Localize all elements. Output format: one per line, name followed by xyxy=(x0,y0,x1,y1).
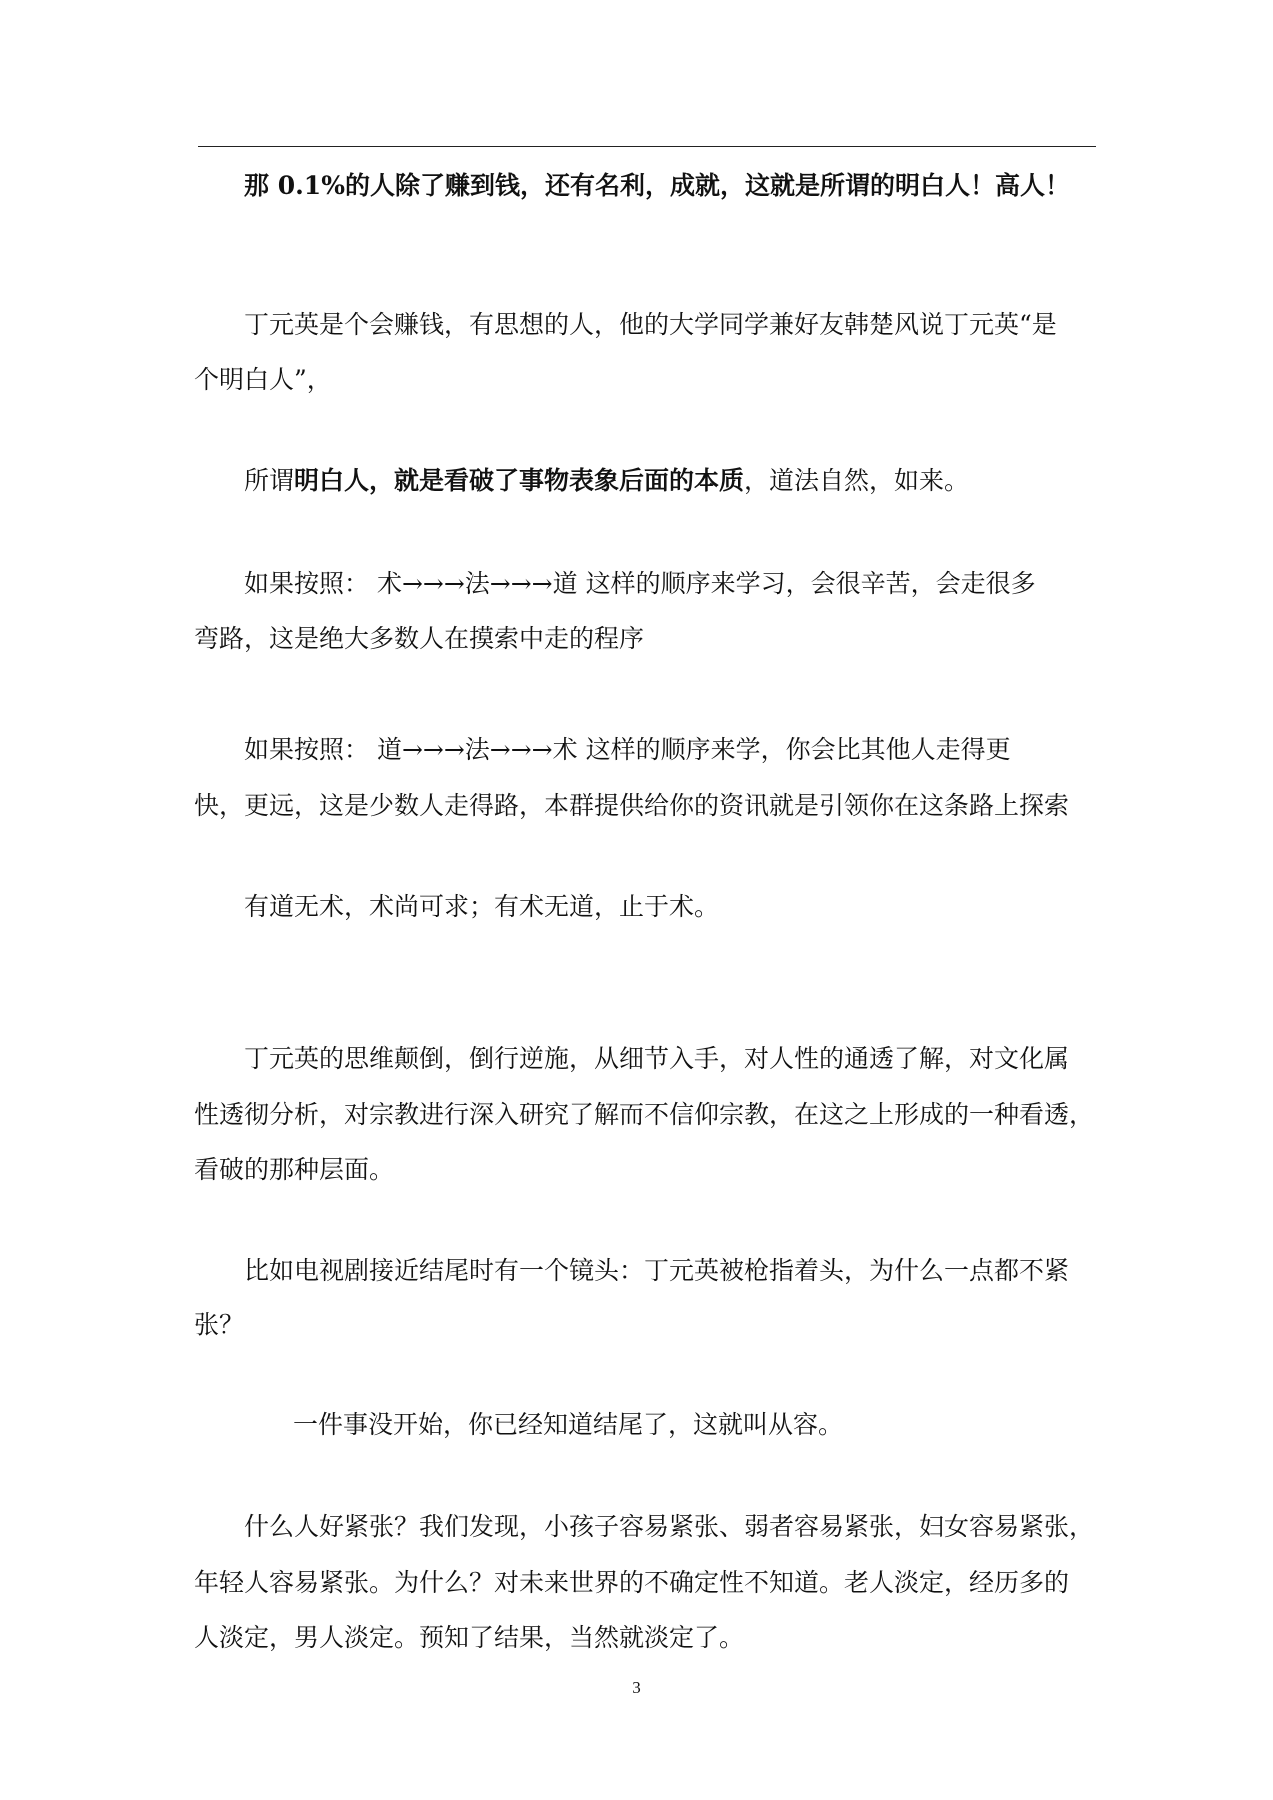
paragraph-1-line-1: 丁元英是个会赚钱，有思想的人，他的大学同学兼好友韩楚风说丁元英“是 xyxy=(244,310,1057,339)
paragraph-4-line-1: 如果按照： 道→→→法→→→术 这样的顺序来学，你会比其他人走得更 xyxy=(244,735,1011,764)
paragraph-8: 一件事没开始，你已经知道结尾了，这就叫从容。 xyxy=(293,1410,844,1439)
paragraph-5: 有道无术，术尚可求；有术无道，止于术。 xyxy=(244,892,720,921)
paragraph-3-line-1: 如果按照： 术→→→法→→→道 这样的顺序来学习，会很辛苦，会走很多 xyxy=(244,569,1036,598)
paragraph-6-line-1: 丁元英的思维颠倒，倒行逆施，从细节入手，对人性的通透了解，对文化属 xyxy=(244,1044,1070,1073)
paragraph-9-line-2: 年轻人容易紧张。为什么？对未来世界的不确定性不知道。老人淡定，经历多的 xyxy=(194,1568,1070,1597)
paragraph-3-line-2: 弯路，这是绝大多数人在摸索中走的程序 xyxy=(194,624,645,653)
paragraph-7-line-2: 张？ xyxy=(194,1310,245,1339)
header-rule xyxy=(198,146,1096,147)
paragraph-7-line-1: 比如电视剧接近结尾时有一个镜头：丁元英被枪指着头，为什么一点都不紧 xyxy=(244,1256,1070,1285)
paragraph-6-line-3: 看破的那种层面。 xyxy=(194,1155,395,1184)
paragraph-9-line-3: 人淡定，男人淡定。预知了结果，当然就淡定了。 xyxy=(194,1623,745,1652)
paragraph-2 xyxy=(244,452,969,510)
paragraph-2-bold: 明白人，就是看破了事物表象后面的本质 xyxy=(294,466,745,495)
page-number: 3 xyxy=(632,1678,641,1697)
paragraph-1-line-2: 个明白人”， xyxy=(194,365,332,394)
paragraph-4-line-2: 快，更远，这是少数人走得路，本群提供给你的资讯就是引领你在这条路上探索 xyxy=(194,791,1070,820)
page-heading: 那 0.1%的人除了赚到钱，还有名利，成就，这就是所谓的明白人！高人！ xyxy=(244,171,1070,200)
paragraph-6-line-2: 性透彻分析，对宗教进行深入研究了解而不信仰宗教，在这之上形成的一种看透， xyxy=(194,1100,1095,1129)
paragraph-2-post: ，道法自然，如来。 xyxy=(744,466,970,495)
paragraph-2-pre: 所谓 xyxy=(244,466,295,495)
paragraph-9-line-1: 什么人好紧张？我们发现，小孩子容易紧张、弱者容易紧张，妇女容易紧张， xyxy=(244,1512,1095,1541)
